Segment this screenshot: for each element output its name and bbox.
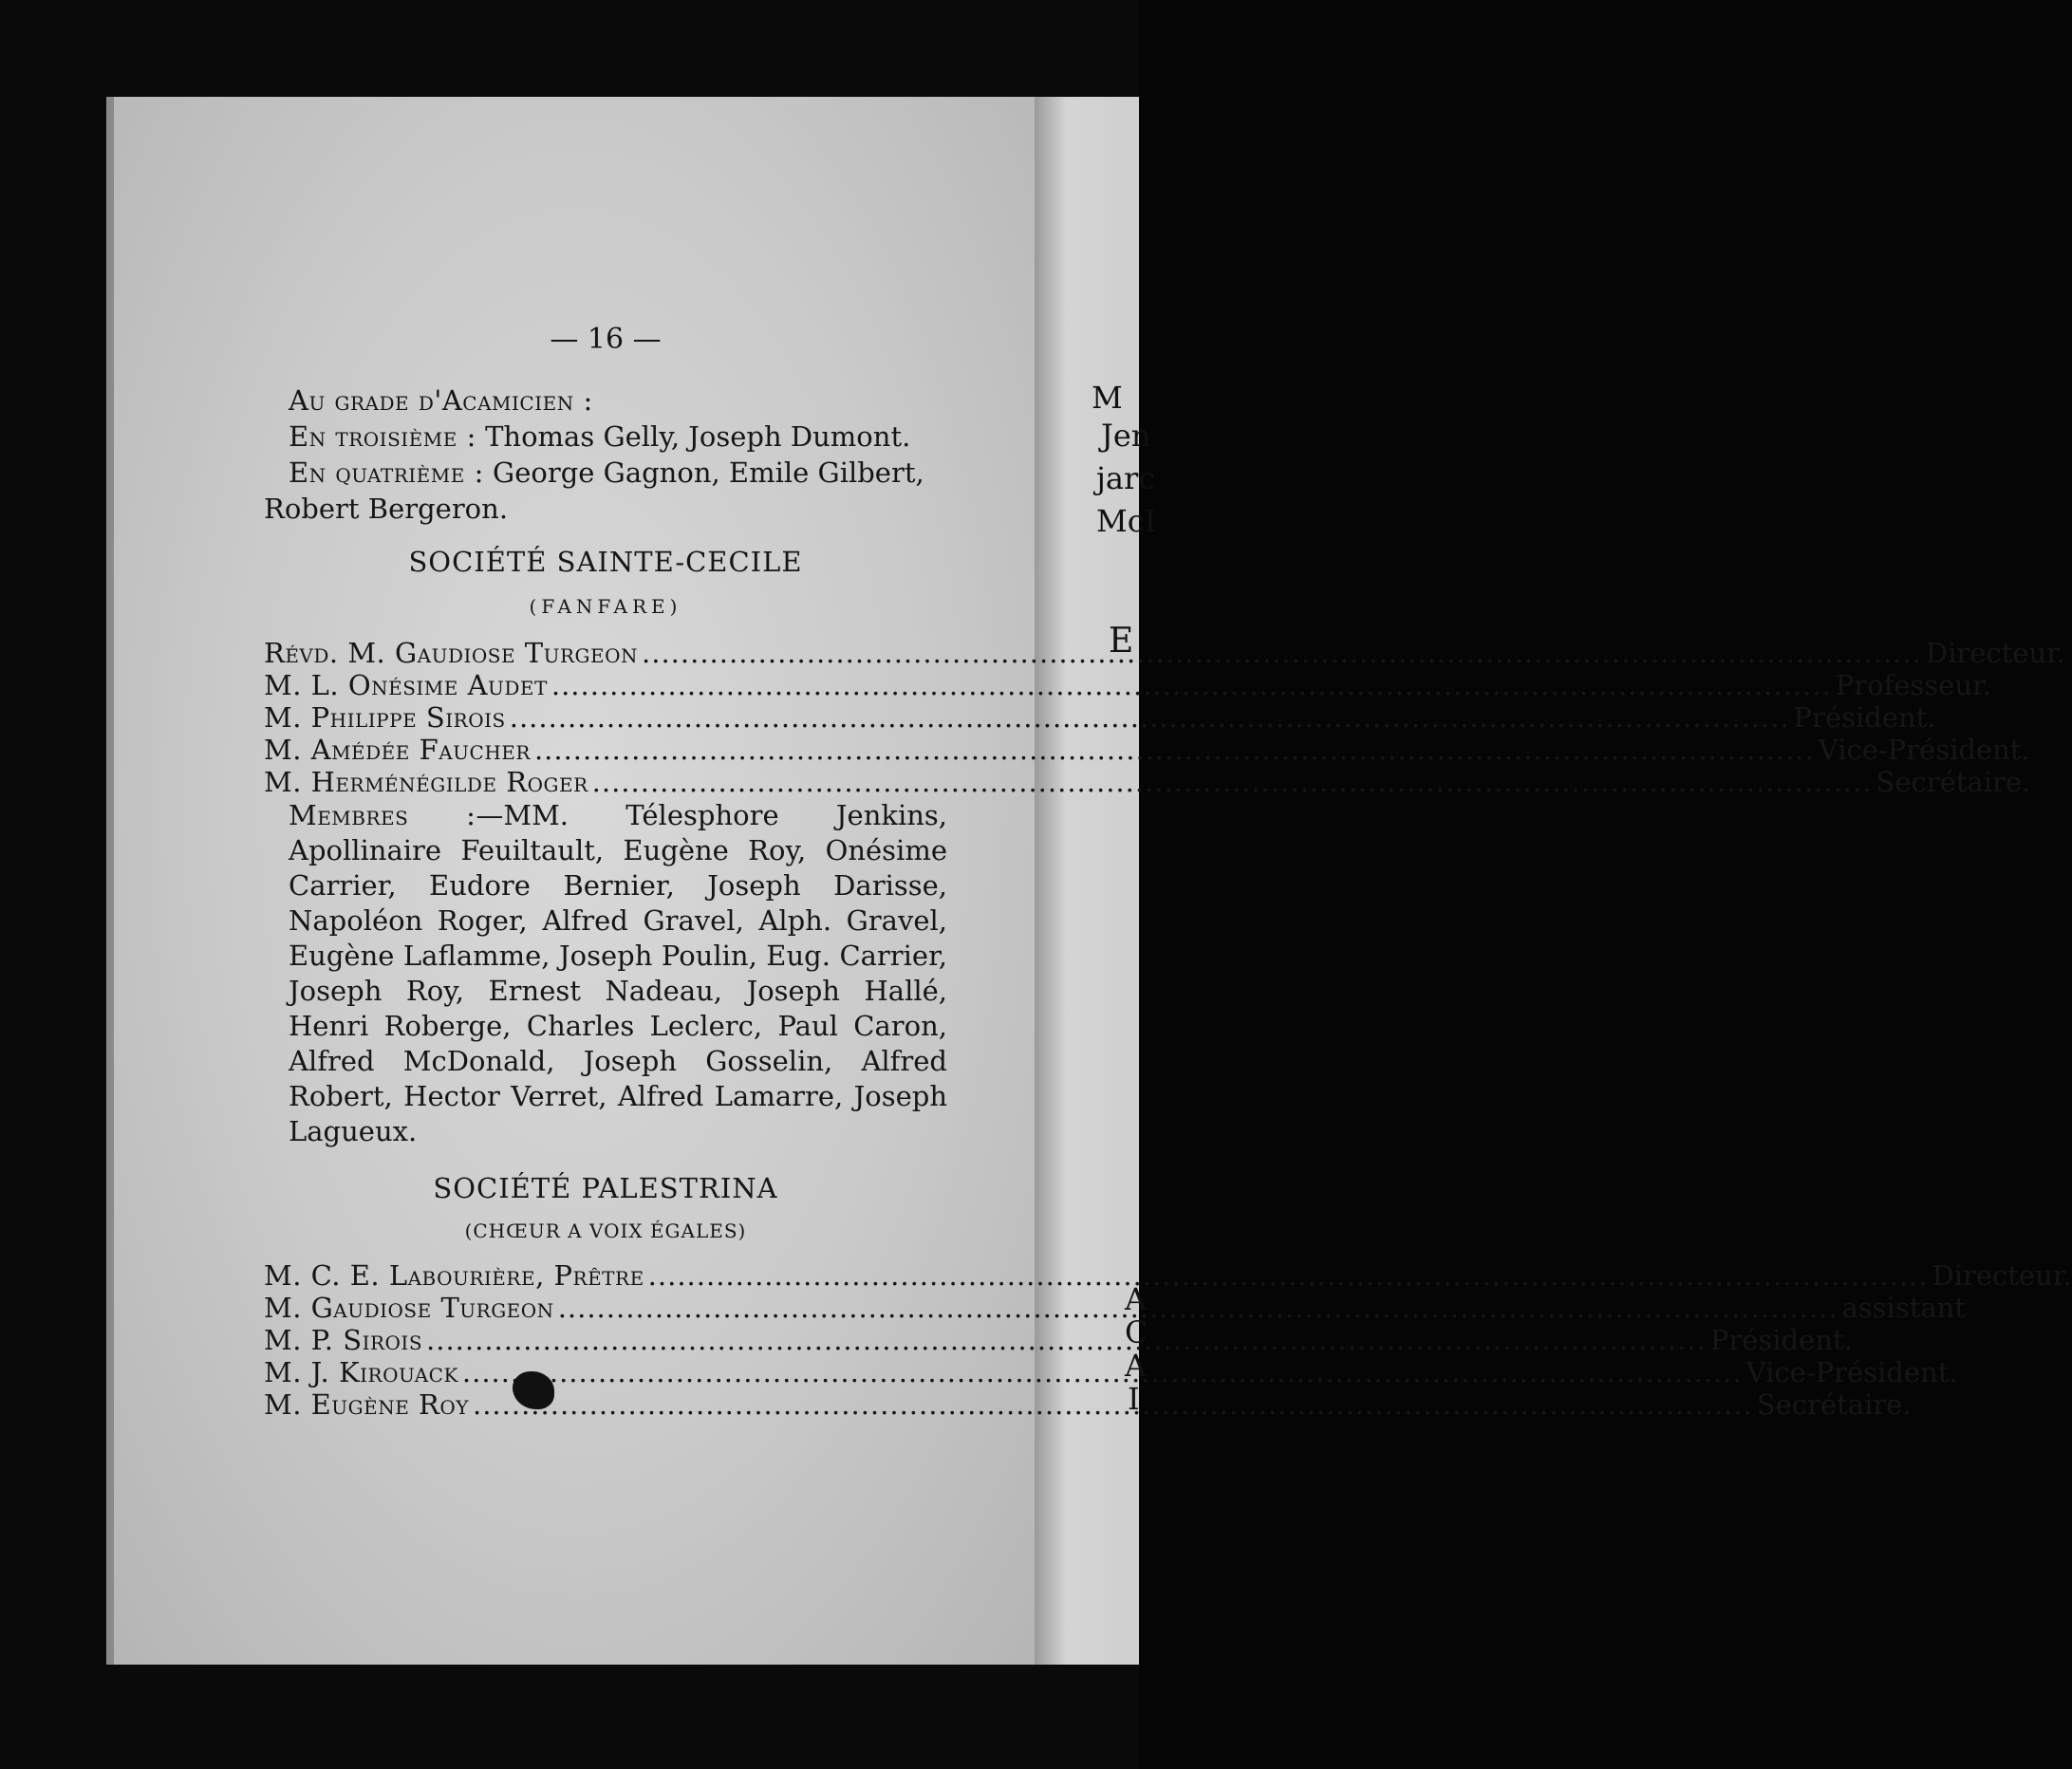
grade-label: En troisième : xyxy=(289,420,476,453)
officer-row xyxy=(264,1388,1912,1421)
officer-role: Directeur. xyxy=(1925,637,2066,669)
officer-name: M. Eugène Roy xyxy=(264,1388,469,1421)
facing-page-text: E xyxy=(1109,622,1134,661)
officer-role: Secrétaire. xyxy=(1876,766,2031,798)
officer-role: Vice-Président. xyxy=(1818,734,2030,766)
facing-page-text: A xyxy=(1125,1281,1148,1317)
officer-name: M. J. Kirouack xyxy=(264,1356,458,1388)
facing-page-text: A xyxy=(1125,1348,1148,1384)
intro-heading xyxy=(264,382,947,419)
officer-role: Professeur. xyxy=(1835,669,1991,701)
officer-row xyxy=(264,1259,2072,1292)
facing-page-text: M xyxy=(1092,380,1123,416)
officer-row xyxy=(264,766,2031,798)
members-paragraph xyxy=(264,798,947,1149)
officer-name: M. Herménégilde Roger xyxy=(264,766,588,798)
intro-line xyxy=(264,419,947,455)
officer-role: Président. xyxy=(1709,1324,1853,1356)
officer-name: M. Amédée Faucher xyxy=(264,734,531,766)
officer-list xyxy=(264,1259,2072,1421)
intro-heading-text: Au grade d'Acamicien : xyxy=(289,384,593,417)
officer-row xyxy=(264,1324,1853,1356)
facing-page-text: jarc xyxy=(1096,460,1156,496)
grade-names: George Gagnon, Emile Gilbert, xyxy=(483,456,924,489)
members-text: —MM. Télesphore Jenkins, Apollinaire Feuiltault, Eugène Roy, Onésime Carrier, Eudore Bernier, Joseph Darisse, Napoléon Roger, Alfred Gravel, Alph. Gravel, Eugène Laflamme, Joseph Poulin, Eug. Carrier, Joseph Roy, Ernest Nadeau, Joseph Hallé, Henri Roberge, Charles Leclerc, Paul Caron, Alfred McDonald, Joseph Gosselin, Alfred Robert, Hector Verret, Alfred Lamarre, Joseph Lagueux. xyxy=(289,799,947,1147)
officer-row xyxy=(264,734,2030,766)
facing-page-text: McI xyxy=(1096,503,1157,539)
facing-page-text: Jen xyxy=(1101,418,1151,454)
officer-row xyxy=(264,701,1936,734)
officer-role: Vice-Président. xyxy=(1745,1356,1958,1388)
officer-name: M. Philippe Sirois xyxy=(264,701,506,734)
intro-line xyxy=(264,455,947,491)
officer-row xyxy=(264,669,1991,701)
officer-name: Révd. M. Gaudiose Turgeon xyxy=(264,637,639,669)
officer-list xyxy=(264,637,2066,798)
section-subtitle: (CHŒUR A VOIX ÉGALES) xyxy=(464,1220,747,1242)
facing-page-text: I xyxy=(1128,1381,1140,1417)
grade-label: En quatrième : xyxy=(289,456,484,489)
section-title: SOCIÉTÉ SAINTE-CECILE xyxy=(408,546,803,578)
officer-row xyxy=(264,1356,1958,1388)
grade-names: Thomas Gelly, Joseph Dumont. xyxy=(476,420,911,453)
officer-name: M. C. E. Labourière, Prêtre xyxy=(264,1259,644,1292)
officer-row xyxy=(264,637,2066,669)
officer-row xyxy=(264,1292,1966,1324)
officer-name: M. P. Sirois xyxy=(264,1324,423,1356)
section-subtitle: (FANFARE) xyxy=(529,595,682,618)
section-title: SOCIÉTÉ PALESTRINA xyxy=(433,1172,778,1204)
officer-role: Secrétaire. xyxy=(1756,1388,1912,1421)
officer-name: M. Gaudiose Turgeon xyxy=(264,1292,554,1324)
officer-name: M. L. Onésime Audet xyxy=(264,669,548,701)
facing-page-text: C xyxy=(1125,1314,1148,1350)
officer-role: Directeur. xyxy=(1932,1259,2072,1292)
page-number: — 16 — xyxy=(550,323,662,356)
officer-role: assistant xyxy=(1841,1292,1966,1324)
members-label: Membres : xyxy=(289,799,476,831)
officer-role: Président. xyxy=(1793,701,1936,734)
facing-page-edge xyxy=(1035,97,1139,1665)
intro-line: Robert Bergeron. xyxy=(264,493,509,525)
